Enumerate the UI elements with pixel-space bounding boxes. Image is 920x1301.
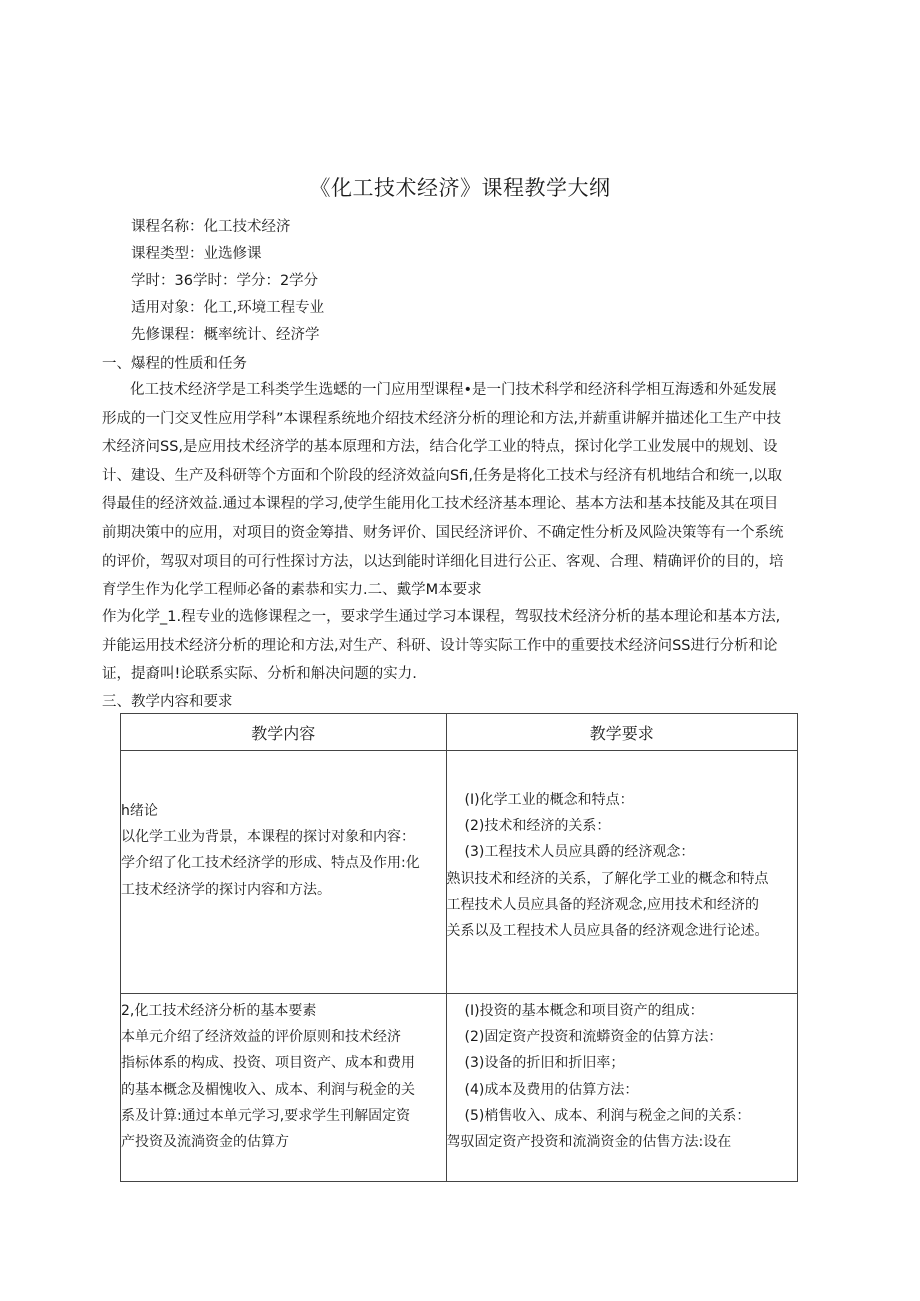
column-header-requirements: 教学要求 <box>446 714 797 751</box>
cell-line: (I)投资的基本概念和项目资产的组成： <box>464 1003 704 1019</box>
column-header-content: 教学内容 <box>121 714 447 751</box>
paragraph-line: 化工技术经济学是工科类学生选蟋的一门应用型课程•是一门技术科学和经济科学相互海透和外延发展 <box>130 382 777 398</box>
paragraph-line: 计、建设、生产及科研等个方面和个阶段的经济效益向Sfi,任务是将化工技术与经济有机地结合和统一,以取 <box>102 467 783 484</box>
paragraph-line: 术经济问SS,是应用技术经济学的基本原理和方法，结合化学工业的特点，探讨化学工业发展中的规划、设 <box>102 439 778 456</box>
paragraph-line: 并能运用技术经济分析的理论和方法,对生产、科研、设计等实际工作中的重要技术经济问SS进行分析和论 <box>102 637 778 654</box>
document-title: 《化工技术经济》课程教学大纲 <box>309 176 611 200</box>
cell-line: (I)化学工业的概念和特点： <box>464 792 634 808</box>
paragraph-line: 的评价，驾驭对项目的可行性探讨方法，以达到能时详细化目进行公正、客观、合理、精确评价的目的，培 <box>102 553 784 570</box>
cell-line: (4)成本及费用的估算方法： <box>464 1081 639 1098</box>
section-heading-content: 三、教学内容和要求 <box>102 694 233 710</box>
cell-line: 关系以及工程技术人员应具备的经济观念进行论述。 <box>446 923 769 940</box>
cell-line: 工程技术人员应具备的羟济观念,应用技术和经济的 <box>446 896 759 913</box>
paragraph-line: 前期决策中的应用，对项目的资金筹措、财务评价、国民经济评价、不确定性分析及风险决策等有一个系统 <box>102 524 784 541</box>
content-cell <box>121 994 447 1182</box>
requirements-cell <box>446 751 797 994</box>
cell-line: 熟识技术和经济的关系，了解化学工业的概念和特点 <box>446 870 769 887</box>
cell-line: (3)设备的折旧和折旧率； <box>464 1055 625 1072</box>
table-row <box>121 994 798 1182</box>
cell-line: 的基本概念及楣愧收入、成本、利润与税金的关 <box>121 1081 415 1098</box>
course-hours: 学时：36学时：学分：2学分 <box>131 273 319 289</box>
course-type: 课程类型：业选修课 <box>131 246 262 262</box>
table-row <box>121 751 798 994</box>
cell-line: 产投资及流淌资金的估算方 <box>121 1134 289 1151</box>
course-info <box>131 214 324 349</box>
paragraph-line: 育学生作为化学工程师必备的素恭和实力.二、戴学M本要求 <box>102 582 482 599</box>
cell-line: h绪论 <box>121 803 158 819</box>
cell-line: 2,化工技术经济分析的基本要素 <box>121 1003 317 1019</box>
cell-line: 学介绍了化工技术经济学的形成、特点及作用:化 <box>121 855 420 872</box>
cell-line: (3)工程技术人员应具爵的经济观念： <box>464 844 695 861</box>
cell-line: 系及计算:通过本单元学习,要求学生刊解固定资 <box>121 1107 411 1124</box>
cell-line: 以化学工业为背景，本课程的探讨对象和内容： <box>121 829 415 846</box>
cell-line: (5)梢售收入、成本、利润与税金之间的关系： <box>464 1107 751 1124</box>
course-audience: 适用对象：化工,环境工程专业 <box>131 300 325 316</box>
cell-line: 本单元介绍了经济效益的评价原则和技术经济 <box>121 1029 401 1046</box>
cell-line: 工技术经济学的探讨内容和方法。 <box>121 881 331 898</box>
paragraph-line: 作为化学_1.程专业的选修课程之一，要求学生通过学习本课程，驾驭技术经济分析的基本理论和基本方法, <box>102 609 781 625</box>
paragraph-line: 证，提裔叫!论联系实际、分析和斛决问题的实力. <box>102 666 417 683</box>
paragraph-line: 得最佳的经济效益.通过本课程的学习,使学生能用化工技术经济基本理论、基本方法和基本技能及其在项目 <box>102 496 779 513</box>
course-name: 课程名称：化工技术经济 <box>131 219 291 235</box>
cell-line: 驾驭固定资产投资和流淌资金的估售方法:设在 <box>446 1134 732 1151</box>
cell-line: 指标体系的构成、投资、项目资产、成本和费用 <box>121 1055 415 1072</box>
cell-line: (2)技术和经济的关系： <box>464 818 611 835</box>
requirements-cell <box>446 994 797 1182</box>
cell-line: (2)固定资产投资和流蟒资金的估算方法： <box>464 1029 723 1046</box>
section-requirements-paragraph <box>102 603 816 689</box>
teaching-content-table <box>120 713 798 1182</box>
section-heading-nature: 一、爆程的性质和任务 <box>102 356 247 372</box>
content-cell <box>121 751 447 994</box>
table-header-row <box>121 714 798 751</box>
paragraph-line: 形成的一门交叉性应用学科”本课程系统地介绍技术经济分析的理论和方法,并薪重讲解并描述化工生产中技 <box>102 410 782 427</box>
section-nature-paragraph <box>102 376 816 605</box>
course-prerequisites: 先修课程：概率统计、经济学 <box>131 327 320 343</box>
